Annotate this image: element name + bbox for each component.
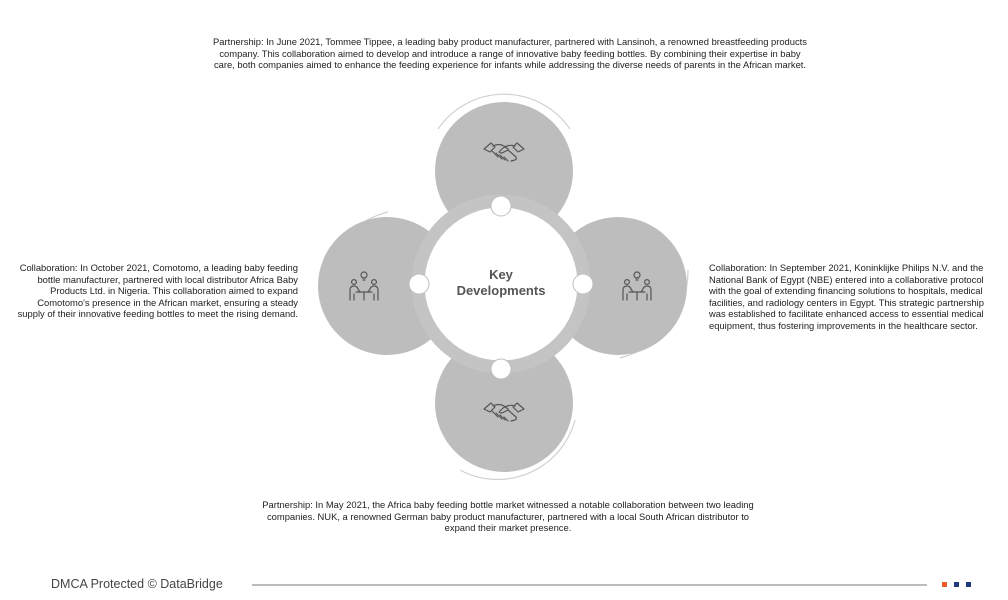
development-text-left: Collaboration: In October 2021, Comotomo, a leading baby feeding bottle manufacturer, partnered with local distributor Africa Baby Products Ltd. in Nigeria. This collaboration aimed to expand Comotomo's presence in the African market, ensuring a steady supply of their innovative feeding bottles to meet the rising demand.	[17, 262, 298, 320]
connector-dot-left	[409, 274, 429, 294]
development-text-right: Collaboration: In September 2021, Koninklijke Philips N.V. and the National Bank of Egypt (NBE) entered into a collaborative protocol with the goal of extending financing solutions to hospitals, medical facilities, and radiology centers in Egypt. This strategic partnership was established to facilitate enhanced access to essential medical equipment, thus fostering improvements in the healthcare sector.	[709, 262, 984, 331]
footer-dot-orange	[942, 582, 947, 587]
footer-dot-navy	[954, 582, 959, 587]
center-label-line1: Key	[489, 267, 513, 282]
development-text-top: Partnership: In June 2021, Tommee Tippee, a leading baby product manufacturer, partnered with Lansinoh, a renowned breastfeeding products company. This collaboration aimed to develop and introduce a range of innovative baby feeding bottles. By combining their expertise in baby care, both companies aimed to enhance the feeding experience for infants while addressing the diverse needs of parents in the African market.	[213, 36, 807, 71]
footer-copyright: DMCA Protected © DataBridge	[51, 577, 223, 591]
footer-divider	[252, 584, 927, 586]
connector-dot-bottom	[491, 359, 511, 379]
development-text-bottom: Partnership: In May 2021, the Africa baby feeding bottle market witnessed a notable collaboration between two leading companies. NUK, a renowned German baby product manufacturer, partnered with a local South African distributor to expand their market presence.	[262, 499, 754, 534]
connector-dot-top	[491, 196, 511, 216]
footer-dot-navy-2	[966, 582, 971, 587]
connector-dot-right	[573, 274, 593, 294]
center-label-line2: Developments	[456, 283, 546, 298]
